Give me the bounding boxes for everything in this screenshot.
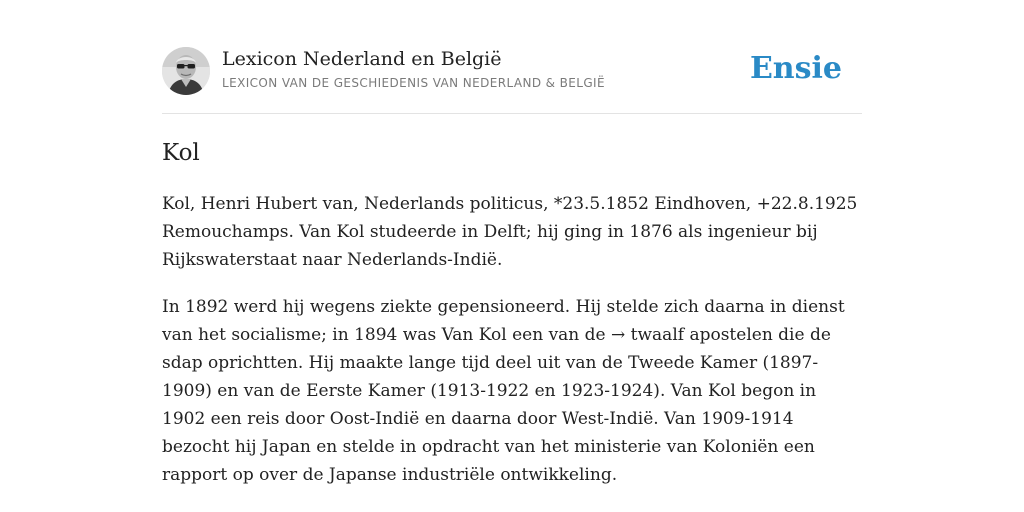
paragraph-text: In 1892 werd hij wegens ziekte gepensioneerd. Hij stelde zich daarna in dienst van het socialisme; in 1894 was Van Kol een van de [162,297,845,345]
twaalf-apostelen-link[interactable]: → twaalf apostelen [611,325,773,345]
source-title[interactable]: Lexicon Nederland en België [222,48,502,70]
entry-paragraph: Kol, Henri Hubert van, Nederlands politicus, *23.5.1852 Eindhoven, +22.8.1925 Remouchamps. Van Kol studeerde in Delft; hij ging in 1876 als ingenieur bij Rijkswaterstaat naar Nederlands-Indië. [162,194,858,270]
header-divider [162,113,862,114]
entry-title: Kol [162,140,200,166]
source-subtitle: LEXICON VAN DE GESCHIEDENIS VAN NEDERLAND & BELGIË [222,76,605,90]
person-photo-icon [162,47,210,95]
author-avatar[interactable] [162,47,210,95]
entry-body [162,190,862,508]
source-header [162,47,862,95]
paragraph-text: die de sdap oprichtten. Hij maakte lange tijd deel uit van de Tweede Kamer (1897-1909) en van de Eerste Kamer (1913-1922 en 1923-1924). Van Kol begon in 1902 een reis door Oost-Indië en daarna door West-Indië. Van 1909-1914 bezocht hij Japan en stelde in opdracht van het ministerie van Koloniën een rapport op over de Japanse industriële ontwikkeling. [162,325,831,485]
ensie-logo-link[interactable]: Ensie [749,51,842,86]
entry-paragraph [162,293,862,489]
